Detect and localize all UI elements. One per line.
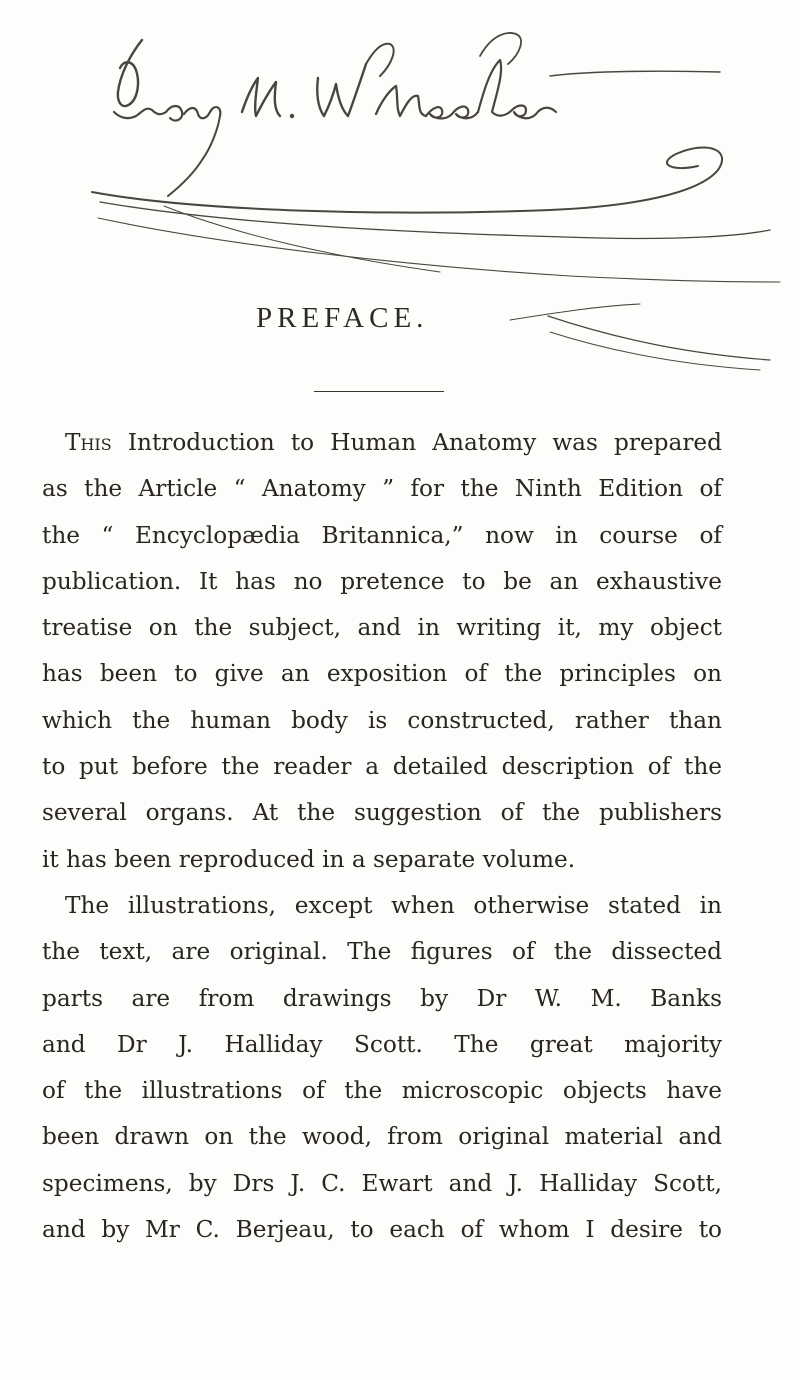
text-line: the “ Encyclopædia Britannica,” now in course of [42,521,722,549]
text-line: The illustrations, except when otherwise stated in [65,891,722,919]
preface-heading: PREFACE. [256,302,429,334]
text-line: and Dr J. Halliday Scott. The great majority [42,1030,722,1058]
lead-word: This [65,429,112,456]
text-line: of the illustrations of the microscopic objects have [42,1077,722,1105]
text-line: as the Article “ Anatomy ” for the Ninth Edition of [42,475,722,503]
text-line: been drawn on the wood, from original material and [42,1123,722,1151]
handwritten-signature [80,20,800,380]
text-line: treatise on the subject, and in writing it, my object [42,614,722,642]
text-line: publication. It has no pretence to be an exhaustive [42,567,722,595]
text-line: parts are from drawings by Dr W. M. Banks [42,984,722,1012]
text-line: This Introduction to Human Anatomy was prepared [65,429,722,456]
text-line: specimens, by Drs J. C. Ewart and J. Halliday Scott, [42,1169,722,1197]
text-line: has been to give an exposition of the principles on [42,660,722,688]
text-line: it has been reproduced in a separate volume. [42,845,576,873]
text-line: and by Mr C. Berjeau, to each of whom I desire to [42,1216,722,1244]
text-line: the text, are original. The figures of the dissected [42,938,722,966]
text-line: to put before the reader a detailed description of the [42,753,722,781]
heading-divider [314,391,444,392]
text-line: several organs. At the suggestion of the publishers [42,799,722,827]
preface-body [42,420,722,1253]
text-line: which the human body is constructed, rather than [42,706,722,734]
